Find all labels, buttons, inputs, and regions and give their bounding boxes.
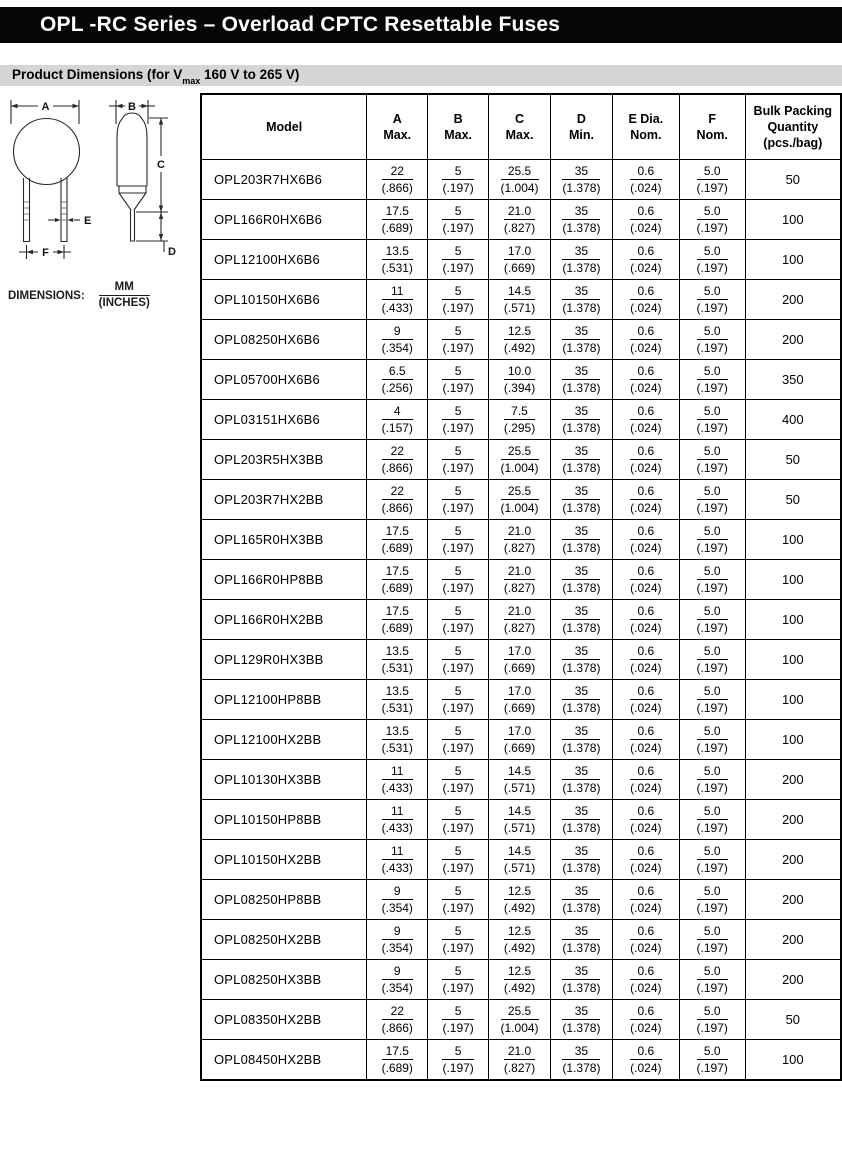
dimension-cell: $\frac{17.5}{(.689)}$ — [367, 1040, 428, 1081]
dimension-cell: $\frac{13.5}{(.531)}$ — [367, 680, 428, 720]
dimension-cell: $\frac{35}{(1.378)}$ — [550, 480, 612, 520]
table-row — [201, 440, 841, 480]
table-row — [201, 240, 841, 280]
model-cell: OPL10130HX3BB — [201, 760, 367, 800]
table-row — [201, 160, 841, 200]
quantity-cell: 200 — [745, 320, 841, 360]
table-row — [201, 760, 841, 800]
dimension-cell: $\frac{5}{(.197)}$ — [428, 720, 489, 760]
dimension-cell: $\frac{5}{(.197)}$ — [428, 1000, 489, 1040]
dimension-cell: $\frac{35}{(1.378)}$ — [550, 360, 612, 400]
model-cell: OPL03151HX6B6 — [201, 400, 367, 440]
dimension-cell: $\frac{12.5}{(.492)}$ — [489, 880, 551, 920]
table-row — [201, 800, 841, 840]
dimension-cell: $\frac{35}{(1.378)}$ — [550, 400, 612, 440]
dimension-cell: $\frac{5}{(.197)}$ — [428, 880, 489, 920]
table-row — [201, 400, 841, 440]
dimension-cell: $\frac{0.6}{(.024)}$ — [612, 1000, 679, 1040]
dimension-cell: $\frac{5}{(.197)}$ — [428, 960, 489, 1000]
table-row — [201, 600, 841, 640]
dimension-cell: $\frac{5.0}{(.197)}$ — [679, 600, 745, 640]
dimension-cell: $\frac{22}{(.866)}$ — [367, 1000, 428, 1040]
column-header: F Nom. — [679, 94, 745, 160]
section-header-text: Product Dimensions (for $V_{max}$ 160 V to 265 V) — [12, 66, 300, 87]
dimension-cell: $\frac{5.0}{(.197)}$ — [679, 1000, 745, 1040]
dimension-cell: $\frac{5.0}{(.197)}$ — [679, 880, 745, 920]
dimension-cell: $\frac{5.0}{(.197)}$ — [679, 800, 745, 840]
dimension-cell: $\frac{14.5}{(.571)}$ — [489, 760, 551, 800]
dimension-cell: $\frac{35}{(1.378)}$ — [550, 920, 612, 960]
dimension-cell: $\frac{5.0}{(.197)}$ — [679, 560, 745, 600]
dimension-cell: $\frac{35}{(1.378)}$ — [550, 840, 612, 880]
dimension-cell: $\frac{5.0}{(.197)}$ — [679, 440, 745, 480]
model-cell: OPL05700HX6B6 — [201, 360, 367, 400]
dimension-cell: $\frac{35}{(1.378)}$ — [550, 880, 612, 920]
quantity-cell: 400 — [745, 400, 841, 440]
dimension-cell: $\frac{17.0}{(.669)}$ — [489, 640, 551, 680]
dimension-cell: $\frac{5.0}{(.197)}$ — [679, 640, 745, 680]
dimension-cell: $\frac{5.0}{(.197)}$ — [679, 840, 745, 880]
model-cell: OPL08250HX2BB — [201, 920, 367, 960]
table-row — [201, 560, 841, 600]
dimension-cell: $\frac{10.0}{(.394)}$ — [489, 360, 551, 400]
dim-label-d: D — [168, 246, 176, 258]
section-header — [0, 65, 842, 86]
table-row — [201, 320, 841, 360]
units-fraction — [99, 281, 150, 310]
dimension-cell: $\frac{5}{(.197)}$ — [428, 520, 489, 560]
table-row — [201, 960, 841, 1000]
dimension-cell: $\frac{17.0}{(.669)}$ — [489, 240, 551, 280]
dimension-cell: $\frac{5}{(.197)}$ — [428, 280, 489, 320]
column-header: E Dia. Nom. — [612, 94, 679, 160]
model-cell: OPL10150HX6B6 — [201, 280, 367, 320]
dimension-cell: $\frac{5.0}{(.197)}$ — [679, 280, 745, 320]
dimension-cell: $\frac{5.0}{(.197)}$ — [679, 400, 745, 440]
dimension-cell: $\frac{5}{(.197)}$ — [428, 600, 489, 640]
dimension-cell: $\frac{0.6}{(.024)}$ — [612, 960, 679, 1000]
dimension-cell: $\frac{13.5}{(.531)}$ — [367, 240, 428, 280]
product-dimension-diagram — [8, 98, 198, 310]
dimension-cell: $\frac{5}{(.197)}$ — [428, 800, 489, 840]
dimension-cell: $\frac{5.0}{(.197)}$ — [679, 680, 745, 720]
fuse-outline-drawing — [8, 98, 198, 268]
dimension-cell: $\frac{5}{(.197)}$ — [428, 1040, 489, 1081]
quantity-cell: 100 — [745, 720, 841, 760]
dimension-cell: $\frac{0.6}{(.024)}$ — [612, 320, 679, 360]
dimension-cell: $\frac{9}{(.354)}$ — [367, 920, 428, 960]
dimension-cell: $\frac{0.6}{(.024)}$ — [612, 840, 679, 880]
dimension-cell: $\frac{11}{(.433)}$ — [367, 800, 428, 840]
quantity-cell: 100 — [745, 640, 841, 680]
model-cell: OPL166R0HP8BB — [201, 560, 367, 600]
table-row — [201, 880, 841, 920]
dimension-cell: $\frac{5}{(.197)}$ — [428, 360, 489, 400]
dimension-cell: $\frac{0.6}{(.024)}$ — [612, 760, 679, 800]
dimension-cell: $\frac{25.5}{(1.004)}$ — [489, 160, 551, 200]
dimension-cell: $\frac{5.0}{(.197)}$ — [679, 200, 745, 240]
units-inches: (INCHES) — [98, 297, 150, 310]
dimension-cell: $\frac{5}{(.197)}$ — [428, 320, 489, 360]
column-header: C Max. — [489, 94, 551, 160]
dimension-cell: $\frac{35}{(1.378)}$ — [550, 640, 612, 680]
dimension-cell: $\frac{35}{(1.378)}$ — [550, 960, 612, 1000]
dimension-cell: $\frac{5}{(.197)}$ — [428, 160, 489, 200]
table-row — [201, 720, 841, 760]
model-cell: OPL08250HX3BB — [201, 960, 367, 1000]
quantity-cell: 100 — [745, 520, 841, 560]
model-cell: OPL12100HX2BB — [201, 720, 367, 760]
dimension-cell: $\frac{35}{(1.378)}$ — [550, 160, 612, 200]
column-header: Model — [201, 94, 367, 160]
quantity-cell: 100 — [745, 560, 841, 600]
table-row — [201, 280, 841, 320]
dim-label-a: A — [41, 101, 50, 113]
dimension-cell: $\frac{0.6}{(.024)}$ — [612, 600, 679, 640]
dimension-cell: $\frac{5.0}{(.197)}$ — [679, 480, 745, 520]
dimension-cell: $\frac{35}{(1.378)}$ — [550, 680, 612, 720]
dim-label-b: B — [128, 101, 136, 113]
model-cell: OPL203R5HX3BB — [201, 440, 367, 480]
quantity-cell: 50 — [745, 1000, 841, 1040]
table-row — [201, 1040, 841, 1081]
dimension-cell: $\frac{35}{(1.378)}$ — [550, 440, 612, 480]
dimension-cell: $\frac{5.0}{(.197)}$ — [679, 920, 745, 960]
column-header: Bulk Packing Quantity (pcs./bag) — [745, 94, 841, 160]
quantity-cell: 200 — [745, 880, 841, 920]
dimension-cell: $\frac{35}{(1.378)}$ — [550, 760, 612, 800]
dimension-cell: $\frac{35}{(1.378)}$ — [550, 720, 612, 760]
dimension-cell: $\frac{35}{(1.378)}$ — [550, 1000, 612, 1040]
dimension-cell: $\frac{35}{(1.378)}$ — [550, 320, 612, 360]
column-header: D Min. — [550, 94, 612, 160]
dimension-cell: $\frac{11}{(.433)}$ — [367, 840, 428, 880]
model-cell: OPL166R0HX2BB — [201, 600, 367, 640]
dimension-cell: $\frac{5.0}{(.197)}$ — [679, 1040, 745, 1081]
quantity-cell: 200 — [745, 840, 841, 880]
dimension-cell: $\frac{35}{(1.378)}$ — [550, 560, 612, 600]
dimension-cell: $\frac{6.5}{(.256)}$ — [367, 360, 428, 400]
dimension-cell: $\frac{0.6}{(.024)}$ — [612, 360, 679, 400]
dimension-cell: $\frac{5}{(.197)}$ — [428, 920, 489, 960]
quantity-cell: 200 — [745, 760, 841, 800]
dimension-cell: $\frac{0.6}{(.024)}$ — [612, 920, 679, 960]
dimension-cell: $\frac{9}{(.354)}$ — [367, 880, 428, 920]
dimension-cell: $\frac{5}{(.197)}$ — [428, 640, 489, 680]
quantity-cell: 200 — [745, 920, 841, 960]
dimension-cell: $\frac{17.5}{(.689)}$ — [367, 560, 428, 600]
dimension-cell: $\frac{0.6}{(.024)}$ — [612, 240, 679, 280]
dimension-cell: $\frac{14.5}{(.571)}$ — [489, 280, 551, 320]
dimensions-units-note — [8, 281, 198, 310]
dimension-cell: $\frac{35}{(1.378)}$ — [550, 200, 612, 240]
dimension-cell: $\frac{21.0}{(.827)}$ — [489, 560, 551, 600]
vmax-subscript: max — [182, 76, 201, 87]
dimension-cell: $\frac{21.0}{(.827)}$ — [489, 600, 551, 640]
dimension-cell: $\frac{5}{(.197)}$ — [428, 240, 489, 280]
dimension-cell: $\frac{14.5}{(.571)}$ — [489, 800, 551, 840]
model-cell: OPL12100HX6B6 — [201, 240, 367, 280]
dim-label-f: F — [42, 247, 49, 259]
dimension-cell: $\frac{0.6}{(.024)}$ — [612, 440, 679, 480]
dimension-cell: $\frac{11}{(.433)}$ — [367, 280, 428, 320]
dimension-cell: $\frac{0.6}{(.024)}$ — [612, 720, 679, 760]
dimensions-label: DIMENSIONS: — [8, 289, 85, 302]
dimension-cell: $\frac{5.0}{(.197)}$ — [679, 520, 745, 560]
dimension-cell: $\frac{0.6}{(.024)}$ — [612, 200, 679, 240]
dimension-cell: $\frac{5.0}{(.197)}$ — [679, 240, 745, 280]
dimension-cell: $\frac{21.0}{(.827)}$ — [489, 520, 551, 560]
dim-label-e: E — [84, 215, 92, 227]
table-header-row — [201, 94, 841, 160]
column-header: A Max. — [367, 94, 428, 160]
dimension-cell: $\frac{5}{(.197)}$ — [428, 560, 489, 600]
quantity-cell: 100 — [745, 680, 841, 720]
table-row — [201, 840, 841, 880]
model-cell: OPL08350HX2BB — [201, 1000, 367, 1040]
dimension-cell: $\frac{35}{(1.378)}$ — [550, 280, 612, 320]
dimension-cell: $\frac{12.5}{(.492)}$ — [489, 920, 551, 960]
quantity-cell: 50 — [745, 480, 841, 520]
dimension-cell: $\frac{0.6}{(.024)}$ — [612, 520, 679, 560]
quantity-cell: 50 — [745, 160, 841, 200]
table-row — [201, 1000, 841, 1040]
table-row — [201, 640, 841, 680]
dimensions-table — [200, 93, 842, 1081]
dimension-cell: $\frac{0.6}{(.024)}$ — [612, 880, 679, 920]
quantity-cell: 350 — [745, 360, 841, 400]
dimension-cell: $\frac{0.6}{(.024)}$ — [612, 160, 679, 200]
model-cell: OPL129R0HX3BB — [201, 640, 367, 680]
table-row — [201, 360, 841, 400]
quantity-cell: 200 — [745, 800, 841, 840]
dimension-cell: $\frac{17.5}{(.689)}$ — [367, 600, 428, 640]
dimension-cell: $\frac{5}{(.197)}$ — [428, 840, 489, 880]
quantity-cell: 100 — [745, 600, 841, 640]
dimension-cell: $\frac{9}{(.354)}$ — [367, 320, 428, 360]
dimension-cell: $\frac{0.6}{(.024)}$ — [612, 1040, 679, 1081]
model-cell: OPL10150HP8BB — [201, 800, 367, 840]
page-title: OPL -RC Series – Overload CPTC Resettable Fuses — [40, 13, 561, 36]
table-row — [201, 480, 841, 520]
quantity-cell: 100 — [745, 200, 841, 240]
dimension-cell: $\frac{35}{(1.378)}$ — [550, 520, 612, 560]
dimension-cell: $\frac{35}{(1.378)}$ — [550, 240, 612, 280]
table-row — [201, 920, 841, 960]
dimension-cell: $\frac{12.5}{(.492)}$ — [489, 960, 551, 1000]
dimension-cell: $\frac{0.6}{(.024)}$ — [612, 640, 679, 680]
dimension-cell: $\frac{35}{(1.378)}$ — [550, 1040, 612, 1081]
dimension-cell: $\frac{5}{(.197)}$ — [428, 680, 489, 720]
dimension-cell: $\frac{0.6}{(.024)}$ — [612, 560, 679, 600]
quantity-cell: 200 — [745, 280, 841, 320]
dimension-cell: $\frac{22}{(.866)}$ — [367, 440, 428, 480]
dimension-cell: $\frac{0.6}{(.024)}$ — [612, 280, 679, 320]
dimension-cell: $\frac{0.6}{(.024)}$ — [612, 480, 679, 520]
dimension-cell: $\frac{17.5}{(.689)}$ — [367, 200, 428, 240]
model-cell: OPL08450HX2BB — [201, 1040, 367, 1081]
column-header: B Max. — [428, 94, 489, 160]
dimension-cell: $\frac{11}{(.433)}$ — [367, 760, 428, 800]
dimension-cell: $\frac{7.5}{(.295)}$ — [489, 400, 551, 440]
dimension-cell: $\frac{5.0}{(.197)}$ — [679, 760, 745, 800]
dimension-cell: $\frac{17.0}{(.669)}$ — [489, 720, 551, 760]
dimension-cell: $\frac{14.5}{(.571)}$ — [489, 840, 551, 880]
dimension-cell: $\frac{0.6}{(.024)}$ — [612, 400, 679, 440]
dimension-cell: $\frac{25.5}{(1.004)}$ — [489, 1000, 551, 1040]
quantity-cell: 200 — [745, 960, 841, 1000]
model-cell: OPL166R0HX6B6 — [201, 200, 367, 240]
table-row — [201, 520, 841, 560]
dimension-cell: $\frac{5.0}{(.197)}$ — [679, 320, 745, 360]
dimension-cell: $\frac{0.6}{(.024)}$ — [612, 680, 679, 720]
dimension-cell: $\frac{21.0}{(.827)}$ — [489, 200, 551, 240]
title-bar — [0, 7, 842, 43]
dimension-cell: $\frac{5}{(.197)}$ — [428, 400, 489, 440]
dimension-cell: $\frac{4}{(.157)}$ — [367, 400, 428, 440]
dimension-cell: $\frac{5}{(.197)}$ — [428, 480, 489, 520]
dimension-cell: $\frac{5.0}{(.197)}$ — [679, 160, 745, 200]
dimension-cell: $\frac{9}{(.354)}$ — [367, 960, 428, 1000]
dimension-cell: $\frac{25.5}{(1.004)}$ — [489, 480, 551, 520]
quantity-cell: 100 — [745, 1040, 841, 1081]
model-cell: OPL08250HX6B6 — [201, 320, 367, 360]
dimension-cell: $\frac{5.0}{(.197)}$ — [679, 720, 745, 760]
model-cell: OPL203R7HX6B6 — [201, 160, 367, 200]
dimension-cell: $\frac{5.0}{(.197)}$ — [679, 960, 745, 1000]
model-cell: OPL10150HX2BB — [201, 840, 367, 880]
dimension-cell: $\frac{5}{(.197)}$ — [428, 440, 489, 480]
table-row — [201, 680, 841, 720]
dimension-cell: $\frac{17.5}{(.689)}$ — [367, 520, 428, 560]
model-cell: OPL165R0HX3BB — [201, 520, 367, 560]
dimension-cell: $\frac{5}{(.197)}$ — [428, 760, 489, 800]
dim-label-c: C — [157, 159, 165, 171]
model-cell: OPL12100HP8BB — [201, 680, 367, 720]
dimension-cell: $\frac{13.5}{(.531)}$ — [367, 640, 428, 680]
quantity-cell: 100 — [745, 240, 841, 280]
units-mm: MM — [99, 281, 150, 296]
dimension-cell: $\frac{12.5}{(.492)}$ — [489, 320, 551, 360]
dimension-cell: $\frac{35}{(1.378)}$ — [550, 600, 612, 640]
dimension-cell: $\frac{25.5}{(1.004)}$ — [489, 440, 551, 480]
model-cell: OPL08250HP8BB — [201, 880, 367, 920]
quantity-cell: 50 — [745, 440, 841, 480]
dimension-cell: $\frac{35}{(1.378)}$ — [550, 800, 612, 840]
dimension-cell: $\frac{5}{(.197)}$ — [428, 200, 489, 240]
dimension-cell: $\frac{22}{(.866)}$ — [367, 160, 428, 200]
dimension-cell: $\frac{13.5}{(.531)}$ — [367, 720, 428, 760]
dimension-cell: $\frac{21.0}{(.827)}$ — [489, 1040, 551, 1081]
table-row — [201, 200, 841, 240]
dimension-cell: $\frac{22}{(.866)}$ — [367, 480, 428, 520]
dimension-cell: $\frac{17.0}{(.669)}$ — [489, 680, 551, 720]
dimension-cell: $\frac{0.6}{(.024)}$ — [612, 800, 679, 840]
dimension-cell: $\frac{5.0}{(.197)}$ — [679, 360, 745, 400]
model-cell: OPL203R7HX2BB — [201, 480, 367, 520]
